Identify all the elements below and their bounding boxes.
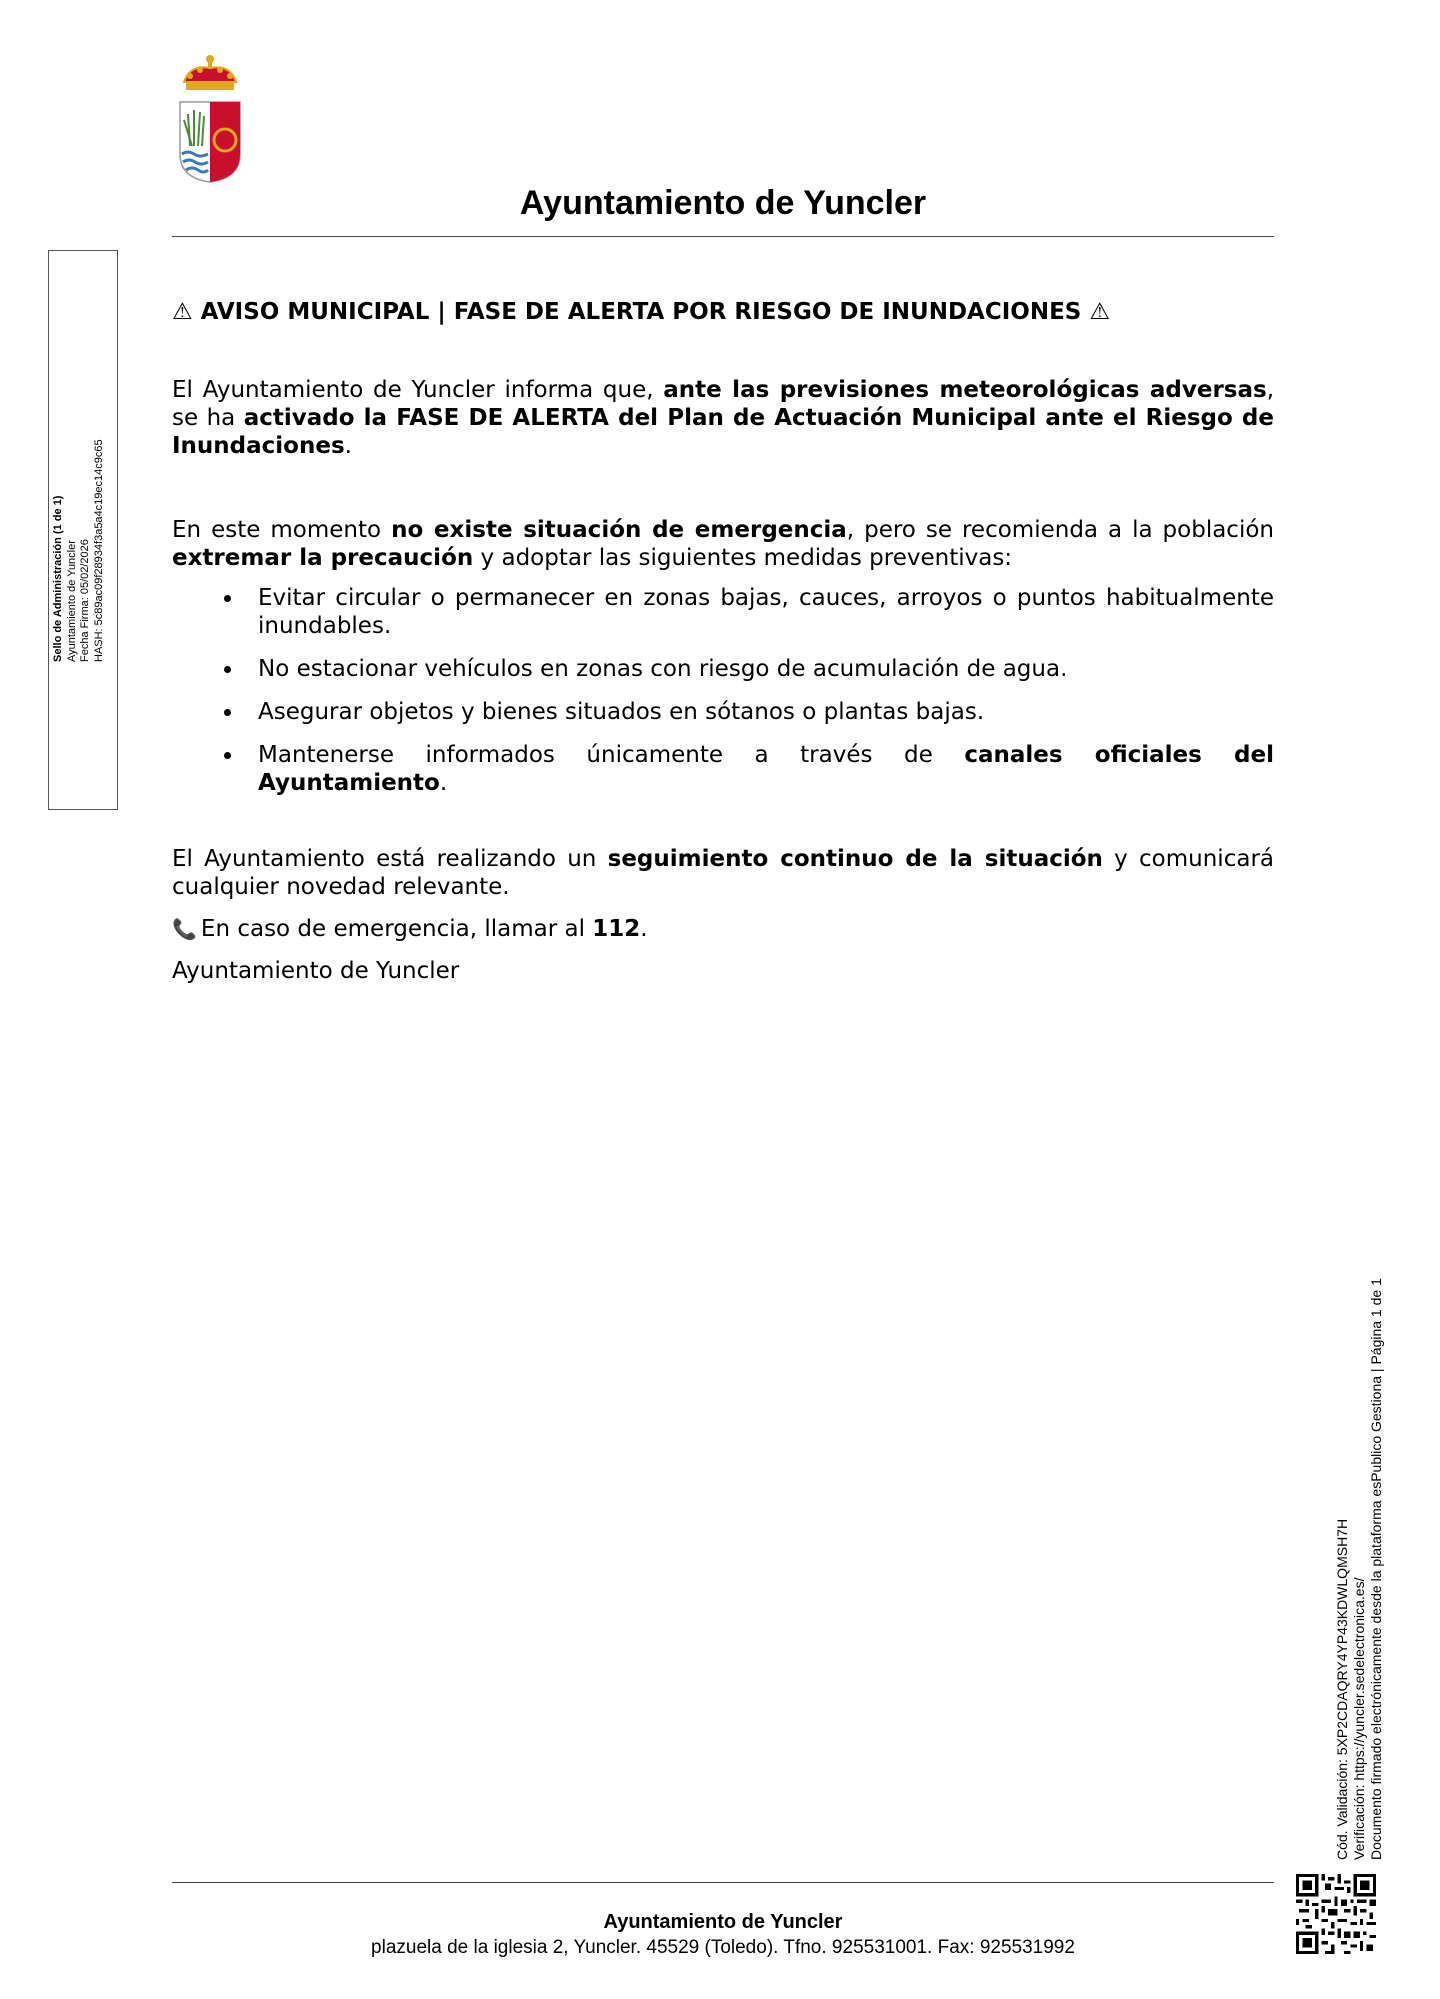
text-span: . xyxy=(640,916,648,942)
list-item: Evitar circular o permanecer en zonas bajas, cauces, arroyos o puntos habitualmente inundables. xyxy=(258,585,1274,639)
footer-divider xyxy=(172,1882,1274,1883)
notice-body xyxy=(172,290,1274,985)
paragraph-recommendation xyxy=(172,516,1274,572)
text-span: , pero se recomienda a la población xyxy=(846,517,1274,543)
telephone-icon: 📞 xyxy=(172,917,197,941)
signature-note: Documento firmado electrónicamente desde la plataforma esPublico Gestiona | Página 1 de 1 xyxy=(1368,1278,1384,1860)
text-span: Mantenerse informados únicamente a través de xyxy=(258,742,965,768)
paragraph-alert xyxy=(172,376,1274,460)
verification-block xyxy=(1334,1240,1385,1860)
municipal-crest-icon xyxy=(176,54,244,184)
text-span: El Ayuntamiento de Yuncler informa que, xyxy=(172,377,664,403)
list-item xyxy=(258,741,1274,797)
text-span: El Ayuntamiento está realizando un xyxy=(172,846,608,872)
bold-span: no existe situación de emergencia xyxy=(391,517,847,543)
text-span: . xyxy=(439,770,448,796)
seal-date: Fecha Firma: 05/02/2026 xyxy=(79,539,91,662)
page-title: Ayuntamiento de Yuncler xyxy=(519,184,927,222)
seal-hash: HASH: 5c89ac09f28934f3a5a4c19ec14c9c65 xyxy=(92,439,105,662)
qr-code-icon xyxy=(1296,1874,1376,1954)
seal-title: Sello de Administración (1 de 1) xyxy=(52,495,64,662)
emergency-number: 112 xyxy=(592,916,641,942)
measures-list xyxy=(172,584,1274,797)
signature: Ayuntamiento de Yuncler xyxy=(172,958,460,984)
bold-span: canales oficiales del Ayuntamiento xyxy=(258,742,1275,796)
seal-entity: Ayuntamiento de Yuncler xyxy=(65,540,78,662)
list-item: Asegurar objetos y bienes situados en sótanos o plantas bajas. xyxy=(258,698,1274,726)
footer-name: Ayuntamiento de Yuncler xyxy=(603,1911,843,1933)
list-item: No estacionar vehículos en zonas con riesgo de acumulación de agua. xyxy=(258,655,1274,683)
bold-span: ante las previsiones meteorológicas adversas xyxy=(663,377,1267,403)
validation-code: Cód. Validación: 5XP2CDAQRY4YP43KDWLQMSH7H xyxy=(1334,1518,1350,1860)
text-span: y adoptar las siguientes medidas preventivas: xyxy=(473,545,1013,571)
notice-heading: ⚠ AVISO MUNICIPAL | FASE DE ALERTA POR RIESGO DE INUNDACIONES ⚠ xyxy=(172,299,1110,325)
paragraph-emergency xyxy=(172,915,1274,943)
text-span: , se ha xyxy=(172,377,1274,431)
bold-span: seguimiento continuo de la situación xyxy=(607,846,1103,872)
text-span: y comunicará cualquier novedad relevante. xyxy=(172,846,1274,900)
verification-url: Verificación: https://yuncler.sedelectronica.es/ xyxy=(1351,1577,1367,1860)
footer-address: plazuela de la iglesia 2, Yuncler. 45529 (Toledo). Tfno. 925531001. Fax: 925531992 xyxy=(371,1937,1075,1958)
text-span: En caso de emergencia, llamar al xyxy=(200,916,593,942)
admin-seal xyxy=(52,362,106,662)
bold-span: activado la FASE DE ALERTA del Plan de Actuación Municipal ante el Riesgo de Inundaciones xyxy=(172,405,1274,459)
text-span: . xyxy=(344,433,352,459)
header-divider xyxy=(172,236,1274,237)
paragraph-monitoring xyxy=(172,845,1274,901)
bold-span: extremar la precaución xyxy=(172,545,474,571)
text-span: En este momento xyxy=(172,517,392,543)
